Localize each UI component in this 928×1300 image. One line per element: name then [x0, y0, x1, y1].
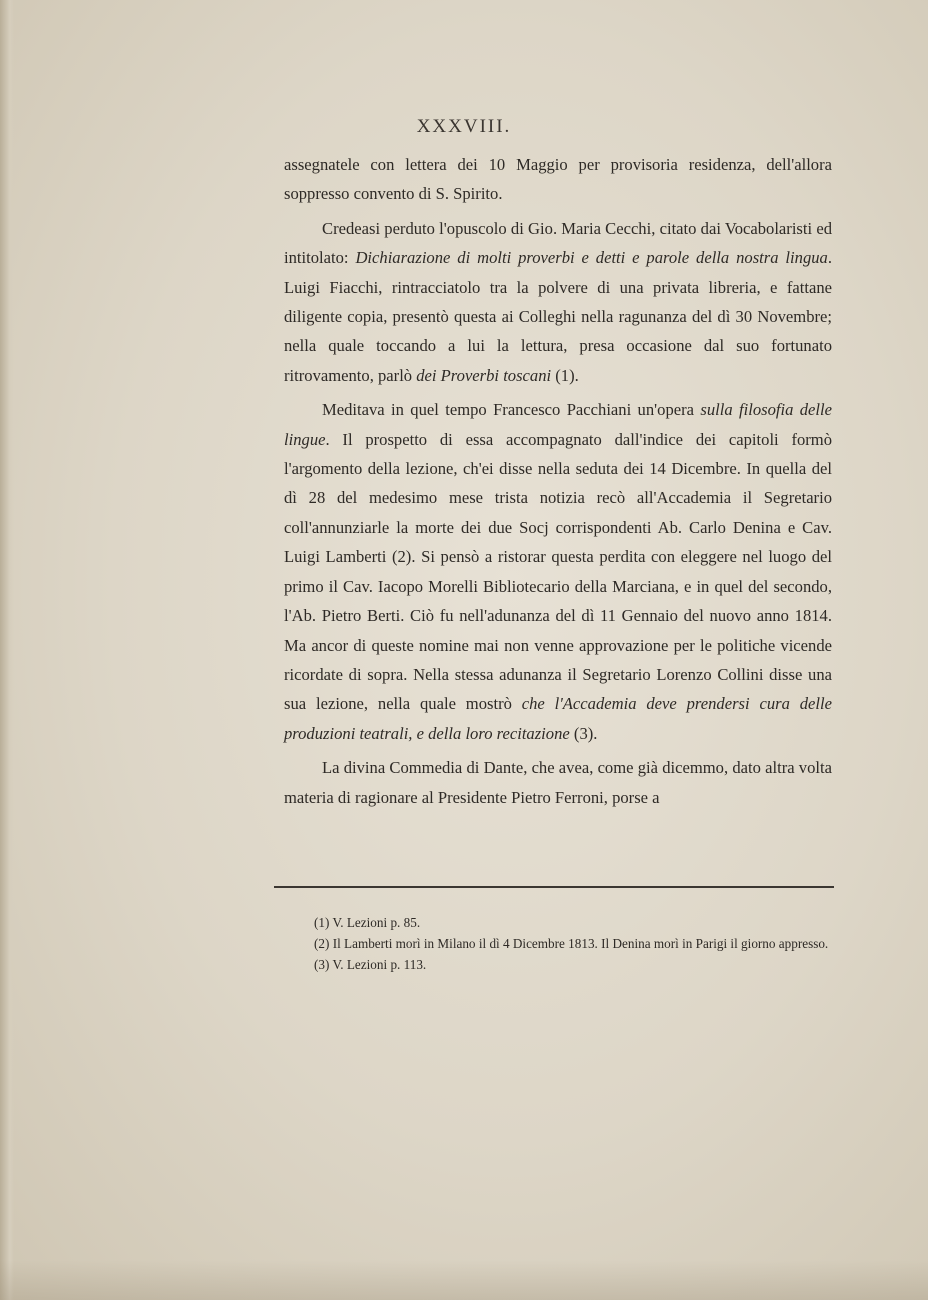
footnote-rule [274, 886, 834, 888]
footnote-marker: (2) [314, 936, 330, 951]
body-paragraph [284, 214, 832, 390]
text-run: . Il prospetto di essa accompagnato dall'indice dei capitoli formò l'argomento della lezione, ch'ei disse nella seduta dei 14 Dicembre. In quella del dì 28 del medesimo mese trista notizia recò all'Accademia il Segretario coll'annunziarle la morte dei due Socj corrispondenti Ab. Carlo Denina e Cav. Luigi Lamberti (2). Si pensò a ristorar questa perdita con eleggere nel luogo del primo il Cav. Iacopo Morelli Bibliotecario della Marciana, e in quel del secondo, l'Ab. Pietro Berti. Ciò fu nell'adunanza del dì 11 Gennaio del nuovo anno 1814. Ma ancor di queste nomine mai non venne approvazione per le politiche vicende ricordate di sopra. Nella stessa adunanza il Segretario Lorenzo Collini disse una sua lezione, nella quale mostrò [284, 429, 832, 714]
footnote-marker: (1) [314, 915, 330, 930]
running-head: XXXVIII. [416, 116, 512, 137]
body-paragraph [284, 395, 832, 748]
italic-title: Dichiarazione di molti proverbi e detti e parole della nostra lingua [355, 248, 828, 268]
body-text [284, 150, 832, 812]
text-run: La divina Commedia di Dante, che avea, come già dicemmo, dato altra volta materia di ragionare al Presidente Pietro Ferroni, porse a [284, 758, 832, 807]
text-run: Meditava in quel tempo Francesco Pacchiani un'opera [322, 400, 701, 420]
footnotes [288, 912, 832, 975]
page-edge-shadow [0, 0, 14, 1300]
page-bottom-shading [0, 1260, 928, 1300]
footnote [288, 933, 832, 954]
footnote [288, 954, 832, 975]
italic-title: sulla filosofia delle lingue [284, 400, 833, 449]
footnote-text: V. Lezioni p. 113. [332, 957, 427, 972]
text-run: (3). [569, 723, 598, 743]
italic-title: che l'Accademia deve prendersi cura delle produzioni teatrali, e della loro recitazione [284, 694, 832, 743]
text-run: Credeasi perduto l'opuscolo di Gio. Maria Cecchi, citato dai Vocabolaristi ed intitolato: [284, 218, 832, 268]
footnote-text: Il Lamberti morì in Milano il dì 4 Dicembre 1813. Il Denina morì in Parigi il giorno appresso. [332, 936, 829, 951]
body-paragraph [284, 753, 832, 812]
body-paragraph [284, 150, 832, 209]
text-run: . Luigi Fiacchi, rintracciatolo tra la polvere di una privata libreria, e fattane diligente copia, presentò questa ai Colleghi nella ragunanza del dì 30 Novembre; nella quale toccando a lui la lettura, presa occasione dal suo fortunato ritrovamento, parlò [284, 248, 832, 385]
italic-title: dei Proverbi toscani [416, 365, 552, 385]
text-run: (1). [551, 365, 579, 385]
footnote-marker: (3) [314, 957, 330, 972]
text-run: assegnatele con lettera dei 10 Maggio per provisoria residenza, dell'allora soppresso convento di S. Spirito. [284, 155, 832, 204]
footnote-text: V. Lezioni p. 85. [332, 915, 421, 930]
footnote [288, 912, 832, 933]
